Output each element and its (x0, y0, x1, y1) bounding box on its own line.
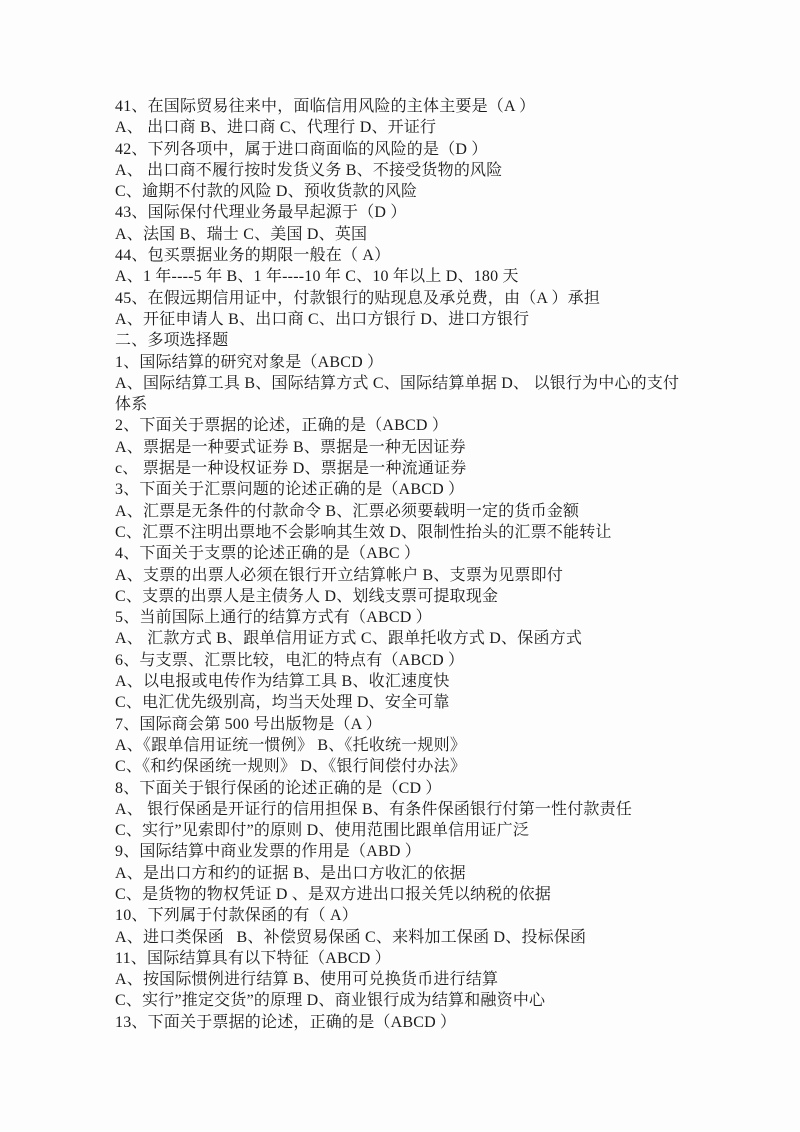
text-line: A、法国 B、瑞士 C、美国 D、英国 (115, 225, 368, 243)
text-line: C、电汇优先级别高，均当天处理 D、安全可靠 (115, 694, 450, 712)
text-line: C、逾期不付款的风险 D、预收货款的风险 (115, 183, 418, 201)
text-line: A、 出口商 B、进口商 C、代理行 D、开证行 (115, 119, 437, 137)
text-line: A、汇票是无条件的付款命令 B、汇票必须要载明一定的货币金额 (115, 502, 580, 520)
text-line: 41、在国际贸易往来中，面临信用风险的主体主要是（A ） (115, 98, 536, 115)
document-lines (115, 96, 735, 1033)
text-line: A、以电报或电传作为结算工具 B、收汇速度快 (115, 673, 450, 691)
text-line: 11、国际结算具有以下特征（ABCD ） (115, 949, 391, 967)
text-line: A、支票的出票人必须在银行开立结算帐户 B、支票为见票即付 (115, 566, 564, 584)
text-line: 8、下面关于银行保函的论述正确的是（CD ） (115, 779, 442, 797)
text-line: C、实行”见索即付”的原则 D、使用范围比跟单信用证广泛 (115, 822, 530, 840)
text-line: A、票据是一种要式证券 B、票据是一种无因证券 (115, 438, 466, 456)
text-line: A、 出口商不履行按时发货义务 B、不接受货物的风险 (115, 161, 503, 179)
text-line: A、 汇款方式 B、跟单信用证方式 C、跟单托收方式 D、保函方式 (115, 630, 583, 648)
text-line: 1、国际结算的研究对象是（ABCD ） (115, 353, 384, 371)
text-line: 6、与支票、汇票比较，电汇的特点有（ABCD ） (115, 651, 465, 669)
text-line: 44、包买票据业务的期限一般在（ A） (115, 247, 391, 265)
text-line: 13、下面关于票据的论述，正确的是（ABCD ） (115, 1013, 457, 1031)
text-line: 9、国际结算中商业发票的作用是（ABD ） (115, 843, 421, 861)
text-line: 45、在假远期信用证中，付款银行的贴现息及承兑费，由（A ）承担 (115, 289, 601, 307)
text-line: C、支票的出票人是主债务人 D、划线支票可提取现金 (115, 587, 499, 605)
text-line: 42、下列各项中，属于进口商面临的风险的是（D ） (115, 140, 488, 158)
text-line: 43、国际保付代理业务最早起源于（D ） (115, 204, 407, 222)
text-line: 7、国际商会第 500 号出版物是（A ） (115, 715, 382, 733)
text-line: 5、当前国际上通行的结算方式有（ABCD ） (115, 609, 432, 627)
text-line: C、汇票不注明出票地不会影响其生效 D、限制性抬头的汇票不能转让 (115, 523, 612, 541)
text-line: A、按国际惯例进行结算 B、使用可兑换货币进行结算 (115, 971, 499, 989)
text-line: 4、下面关于支票的论述正确的是（ABC ） (115, 545, 421, 563)
text-line: c、 票据是一种设权证券 D、票据是一种流通证券 (115, 460, 467, 478)
text-line: 二、多项选择题 (115, 332, 229, 350)
text-line: C、是货物的物权凭证 D 、是双方进出口报关凭以纳税的依据 (115, 885, 552, 903)
text-line: C、《和约保函统一规则》 D、《银行间偿付办法》 (115, 758, 467, 776)
text-line: 3、下面关于汇票问题的论述正确的是（ABCD ） (115, 481, 465, 499)
text-line: A、进口类保函 B、补偿贸易保函 C、来料加工保函 D、投标保函 (115, 928, 587, 946)
text-line: 2、下面关于票据的论述，正确的是（ABCD ） (115, 417, 449, 435)
text-line: 体系 (115, 396, 148, 414)
text-line: A、 银行保函是开证行的信用担保 B、有条件保函银行付第一性付款责任 (115, 800, 633, 818)
text-line: A、是出口方和约的证据 B、是出口方收汇的依据 (115, 864, 466, 882)
text-line: C、实行”推定交货”的原理 D、商业银行成为结算和融资中心 (115, 992, 546, 1010)
text-line: A、开征申请人 B、出口商 C、出口方银行 D、进口方银行 (115, 310, 530, 328)
text-line: A、《跟单信用证统一惯例》 B、《托收统一规则》 (115, 736, 467, 754)
text-line: A、1 年----5 年 B、1 年----10 年 C、10 年以上 D、180 天 (115, 268, 519, 286)
text-line: A、国际结算工具 B、国际结算方式 C、国际结算单据 D、 以银行为中心的支付 (115, 374, 680, 392)
text-line: 10、下列属于付款保函的有（ A） (115, 907, 358, 925)
